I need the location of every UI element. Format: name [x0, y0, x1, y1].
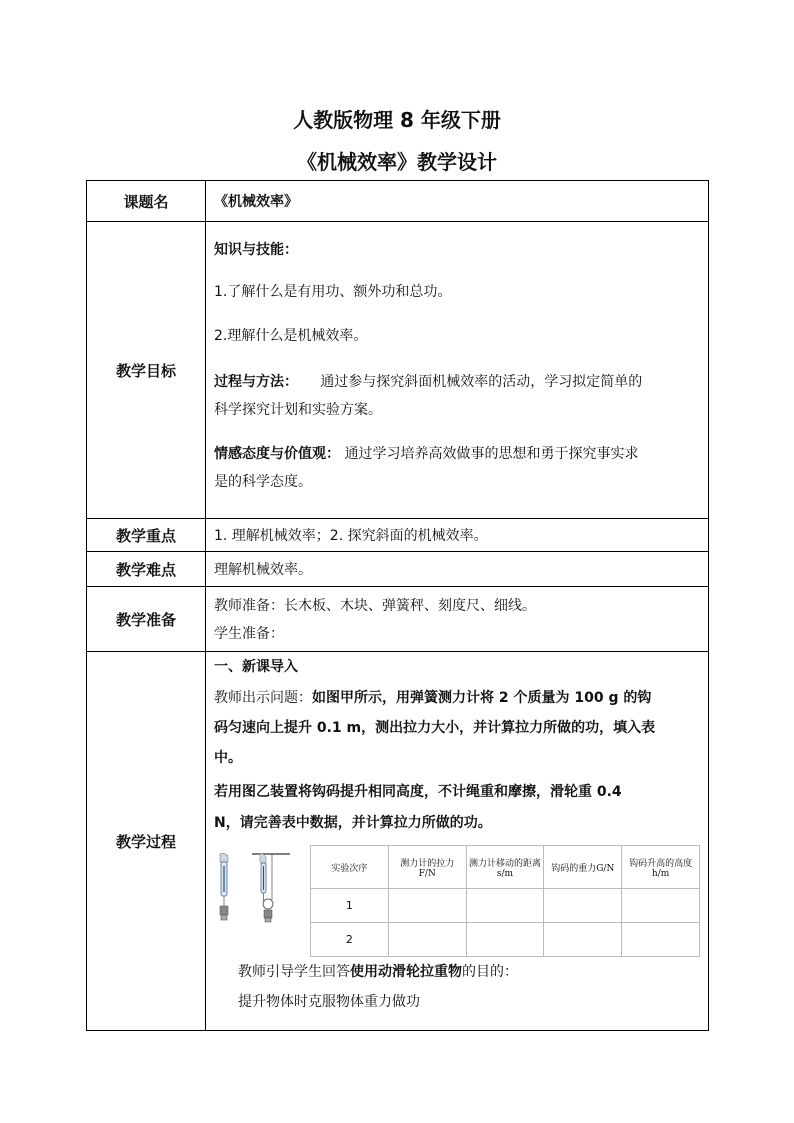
emotion-text-1: 通过学习培养高效做事的思想和勇于探究事实求: [344, 446, 639, 462]
difficulty-row: [87, 552, 709, 587]
data-row-1-index: 1: [311, 889, 389, 923]
prep-content: [206, 587, 709, 652]
process-label: 教学过程: [87, 652, 206, 1031]
data-header-5: 钩码升高的高度 h/m: [622, 846, 700, 889]
question-2-line-2: N，请完善表中数据，并计算拉力所做的功。: [214, 815, 492, 831]
data-cell: [466, 889, 544, 923]
process-row: [87, 652, 709, 1031]
data-header-4: 钩码的重力G/N: [544, 846, 622, 889]
data-cell: [388, 889, 466, 923]
data-cell: [466, 923, 544, 957]
process-text-1: 通过参与探究斜面机械效率的活动，学习拟定简单的: [320, 374, 643, 390]
document-title: 人教版物理 8 年级下册: [293, 108, 501, 132]
emotion-heading: 情感态度与价值观：: [214, 446, 340, 462]
topic-label: 课题名: [87, 181, 206, 222]
section-heading: 一、新课导入: [214, 659, 298, 675]
question-1-line-2: 码匀速向上提升 0.1 m，测出拉力大小，并计算拉力所做的功，填入表: [214, 720, 656, 736]
emotion-text-2: 是的科学态度。: [214, 474, 312, 490]
process-content: [206, 652, 709, 1031]
guide-line: [238, 962, 724, 982]
data-cell: [388, 923, 466, 957]
difficulty-label: 教学难点: [87, 552, 206, 587]
process-heading: 过程与方法：: [214, 374, 298, 390]
prep-teacher: 教师准备：长木板、木块、弹簧秤、刻度尺、细线。: [214, 598, 536, 614]
spring-scale-figure-a: [220, 853, 228, 920]
goals-content: [206, 222, 709, 519]
data-row: [311, 889, 700, 923]
process-text-2: 科学探究计划和实验方案。: [214, 402, 382, 418]
knowledge-item-1: 1.了解什么是有用功、额外功和总功。: [214, 284, 452, 300]
data-cell: [544, 889, 622, 923]
knowledge-heading: 知识与技能：: [214, 242, 298, 258]
question-1-line-1: 如图甲所示，用弹簧测力计将 2 个质量为 100 g 的钩: [312, 690, 652, 706]
process-method: [214, 368, 702, 424]
data-header-row: [311, 846, 700, 889]
guide-suffix: 的目的：: [462, 964, 518, 980]
apparatus-figure: [212, 852, 298, 924]
data-cell: [622, 923, 700, 957]
data-cell: [544, 923, 622, 957]
question-1-line-3: 中。: [214, 750, 242, 766]
answer-line: 提升物体时克服物体重力做功: [238, 994, 420, 1010]
data-row-2-index: 2: [311, 923, 389, 957]
data-header-1: 实验次序: [311, 846, 389, 889]
goals-label: 教学目标: [87, 222, 206, 519]
goals-row: [87, 222, 709, 519]
difficulty-value: 理解机械效率。: [206, 552, 709, 587]
data-row: [311, 923, 700, 957]
guide-prefix: 教师引导学生回答: [238, 964, 350, 980]
pulley-figure-b: [252, 854, 290, 922]
document-subtitle: 《机械效率》教学设计: [297, 150, 497, 174]
prep-row: [87, 587, 709, 652]
question-2-line-1: 若用图乙装置将钩码提升相同高度，不计绳重和摩擦，滑轮重 0.4: [214, 784, 622, 800]
data-cell: [622, 889, 700, 923]
prep-student: 学生准备：: [214, 626, 284, 642]
knowledge-item-2: 2.理解什么是机械效率。: [214, 328, 368, 344]
data-header-2: 测力计的拉力 F/N: [388, 846, 466, 889]
key-label: 教学重点: [87, 519, 206, 552]
guide-bold: 使用动滑轮拉重物: [350, 964, 462, 980]
experiment-data-table: [310, 845, 700, 957]
topic-row: [87, 181, 709, 222]
prep-label: 教学准备: [87, 587, 206, 652]
question-line-1: [214, 688, 700, 708]
emotion-goal: [214, 440, 702, 496]
key-row: [87, 519, 709, 552]
topic-value: 《机械效率》: [206, 181, 709, 222]
lesson-plan-table: [86, 180, 709, 1031]
intro-prefix: 教师出示问题：: [214, 690, 312, 706]
key-value: 1. 理解机械效率；2. 探究斜面的机械效率。: [206, 519, 709, 552]
data-header-3: 测力计移动的距离s/m: [466, 846, 544, 889]
